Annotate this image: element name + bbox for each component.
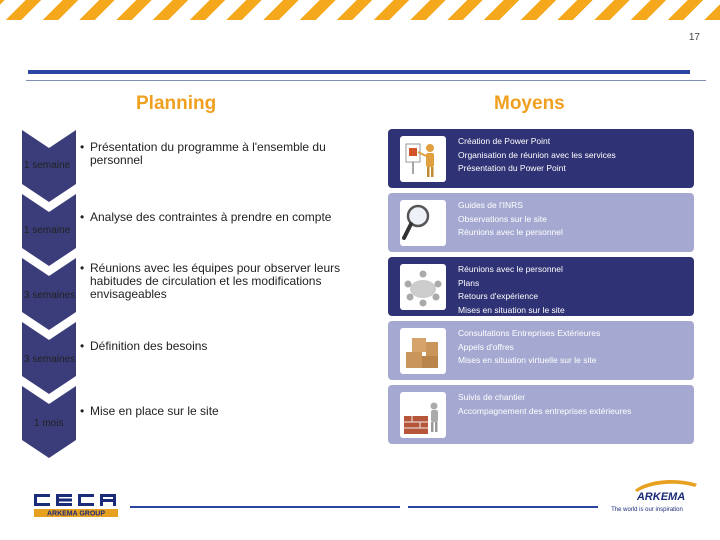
boxes-icon [400,328,446,374]
duration-label: 3 semaines [24,290,76,301]
planning-item-text: Réunions avec les équipes pour observer leurs habitudes de circulation et les modifications envisageables [90,261,341,301]
brick-wall-icon [400,392,446,438]
planning-item-text: Mise en place sur le site [90,404,219,418]
moyens-row [388,385,694,444]
hazard-stripe-banner [0,0,720,20]
duration-label: 1 semaine [24,160,71,171]
planning-item-text: Analyse des contraintes à prendre en compte [90,210,332,224]
presenter-icon [400,136,446,182]
magnifier-icon [400,200,446,246]
footer-rule [408,506,598,508]
svg-text:ARKEMA GROUP: ARKEMA GROUP [46,510,106,518]
svg-text:The world is our inspiration: The world is our inspiration [611,507,683,513]
arkema-logo [605,478,705,519]
planning-item-text: Présentation du programme à l'ensemble du personnel [90,140,326,167]
moyens-row [388,129,694,188]
moyens-line: Organisation de réunion avec les services [458,149,616,160]
planning-heading: Planning [136,93,217,114]
planning-item: • Réunions avec les équipes pour observer leurs habitudes de circulation et les modifications envisageables [80,262,360,301]
moyens-row [388,321,694,380]
moyens-line: Suivis de chantier [458,392,526,402]
ceca-logo [30,488,130,525]
svg-text:ARKEMA: ARKEMA [636,491,686,503]
moyens-line: Réunions avec le personnel [458,227,563,237]
duration-label: 3 semaines [24,354,76,365]
moyens-line: Mises en situation virtuelle sur le site [458,355,597,365]
moyens-line: Mises en situation sur le site [458,304,565,315]
planning-item-text: Définition des besoins [90,339,208,353]
moyens-line: Appels d'offres [458,341,514,352]
planning-item: • Analyse des contraintes à prendre en compte [80,211,360,224]
moyens-line: Présentation du Power Point [458,163,566,173]
moyens-line: Création de Power Point [458,136,551,146]
moyens-line: Consultations Entreprises Extérieures [458,328,601,338]
planning-item: • Présentation du programme à l'ensemble du personnel [80,141,360,167]
meeting-table-icon [400,264,446,310]
planning-item: • Définition des besoins [80,340,360,353]
moyens-line: Réunions avec le personnel [458,264,563,274]
planning-item: • Mise en place sur le site [80,405,360,418]
moyens-row [388,257,694,316]
header-rule [28,70,690,74]
header-rule-thin [26,80,706,81]
moyens-line: Guides de l'INRS [458,200,523,210]
moyens-row [388,193,694,252]
duration-label: 1 mois [34,418,64,429]
moyens-line: Plans [458,277,480,288]
duration-label: 1 semaine [24,225,71,236]
footer-rule [130,506,400,508]
moyens-heading: Moyens [494,93,565,114]
moyens-line: Accompagnement des entreprises extérieures [458,405,632,416]
moyens-line: Retours d'expérience [458,291,539,301]
page-number: 17 [688,32,700,43]
moyens-line: Observations sur le site [458,213,547,224]
